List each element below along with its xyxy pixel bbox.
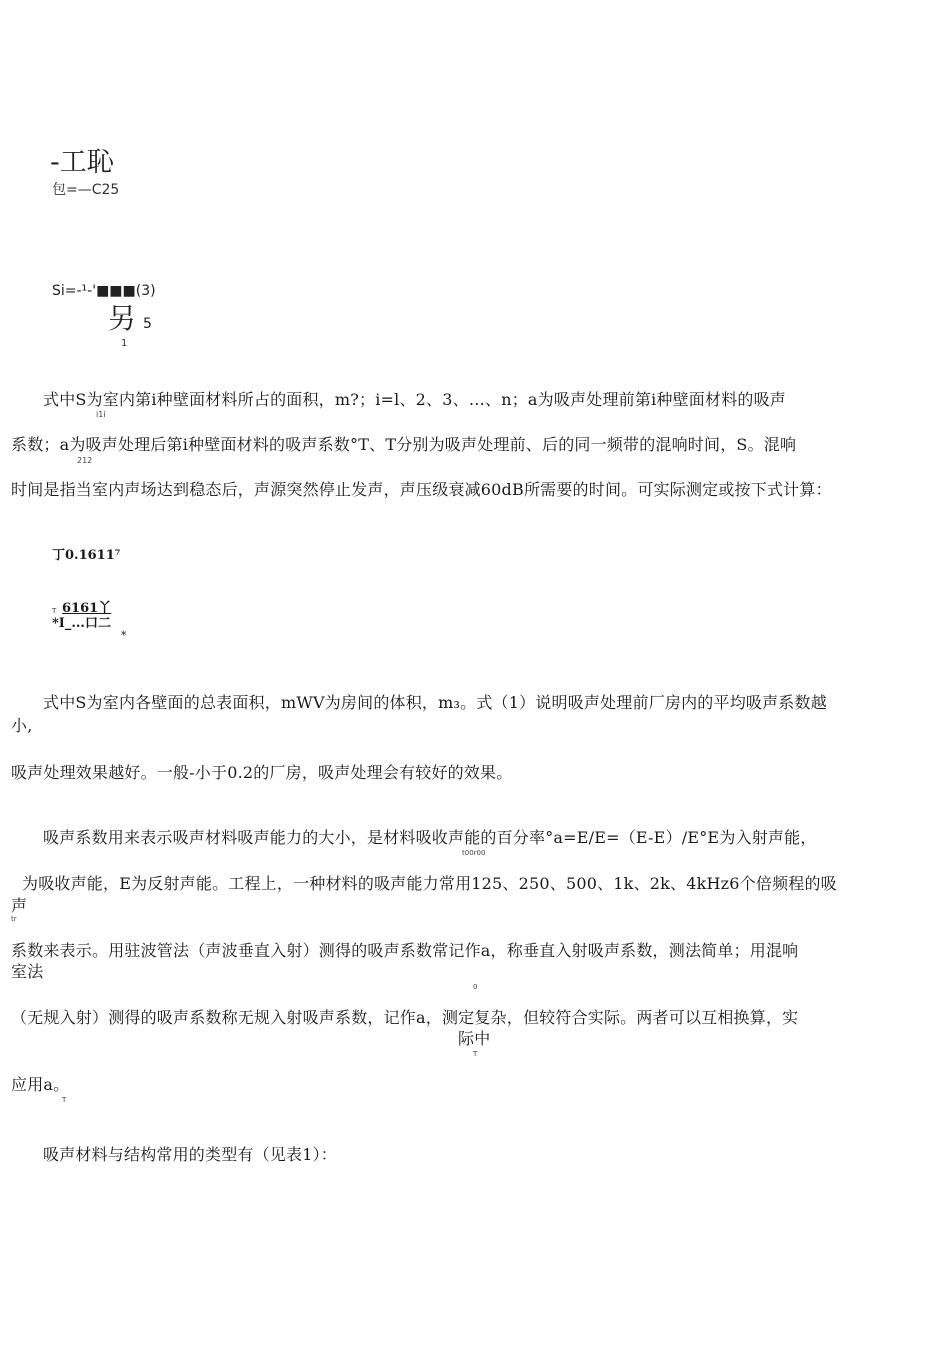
para-2-line-1: 式中S为室内各壁面的总表面积，mWV为房间的体积，m₃。式（1）说明吸声处理前厂房内的平均吸声系数越	[43, 693, 827, 712]
para-3-line-3: 系数来表示。用驻波管法（声波垂直入射）测得的吸声系数常记作a，称垂直入射吸声系数，测法简单；用混响	[11, 941, 799, 960]
formula-3-line-3: *I_...口二	[52, 616, 111, 631]
para-1-line-2: 系数；a为吸声处理后第i种壁面材料的吸声系数°T、T分别为吸声处理前、后的同一频带的混响时间，S。混响	[11, 435, 797, 454]
para-3-line-2-end: 声	[11, 896, 28, 915]
para-3-subscript-1: t00r00	[462, 849, 486, 857]
formula-2-line-1: Si=-¹-'■■■(3)	[52, 283, 156, 299]
para-3-line-4-end: 际中	[458, 1029, 491, 1048]
para-3-line-5: 应用a。	[11, 1075, 70, 1094]
formula-1-line-2: 包=—C25	[52, 182, 120, 198]
para-3-line-3-end: 室法	[11, 962, 44, 981]
para-2-line-2: 小,	[11, 716, 33, 735]
formula-3-line-1: 丁0.1611⁷	[52, 548, 121, 563]
formula-2-subscript: 1	[121, 338, 128, 349]
formula-3-line-2: 6161丫	[62, 601, 112, 616]
para-1-line-3: 时间是指当室内声场达到稳态后，声源突然停止发声，声压级衰减60dB所需要的时间。可实际测定或按下式计算：	[11, 480, 832, 499]
para-3-line-1: 吸声系数用来表示吸声材料吸声能力的大小，是材料吸收声能的百分率°a=E/E=（E-E）/E°E为入射声能，	[43, 828, 817, 847]
para-3-line-2: 为吸收声能，E为反射声能。工程上，一种材料的吸声能力常用125、250、500、1k、2k、4kHz6个倍频程的吸	[22, 874, 837, 893]
para-1-subscript-1: i1i	[96, 410, 106, 419]
formula-2-big-suffix: 5	[143, 316, 152, 332]
para-4-line-1: 吸声材料与结构常用的类型有（见表1）：	[43, 1145, 337, 1164]
para-3-subscript-4: T	[473, 1050, 478, 1058]
formula-2-big-char: 另	[108, 302, 137, 335]
formula-3-prefix: T	[52, 607, 57, 615]
para-1-line-1: 式中S为室内第i种壁面材料所占的面积，m?；i=l、2、3、…、n；a为吸声处理前第i种壁面材料的吸声	[43, 390, 786, 409]
para-3-subscript-3: 0	[473, 983, 478, 991]
formula-3-star: *	[121, 629, 127, 642]
para-2-line-3: 吸声处理效果越好。一般-小于0.2的厂房，吸声处理会有较好的效果。	[11, 763, 513, 782]
formula-1-line-1: -工恥	[50, 147, 114, 178]
para-3-subscript-5: T	[62, 1096, 67, 1104]
para-3-subscript-2: tr	[11, 915, 17, 923]
para-3-line-4: （无规入射）测得的吸声系数称无规入射吸声系数，记作a，测定复杂，但较符合实际。两者可以互相换算，实	[11, 1008, 799, 1027]
para-1-subscript-2: 212	[77, 456, 93, 465]
